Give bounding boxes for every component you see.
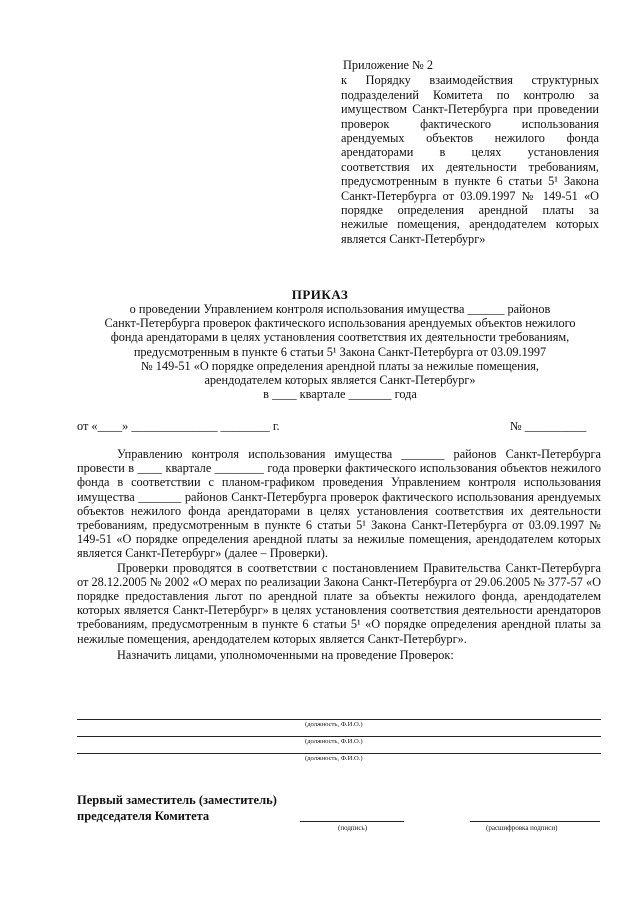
order-number: № __________ <box>510 419 587 433</box>
order-date: от «____» ______________ ________ г. <box>77 419 280 433</box>
person-caption: (должность, Ф.И.О.) <box>305 738 363 745</box>
order-body <box>77 447 601 662</box>
person-line <box>77 753 601 754</box>
subject-line: Санкт-Петербурга проверок фактического использования арендуемых объектов нежилого <box>104 316 576 331</box>
person-row <box>77 751 601 768</box>
order-subject <box>72 302 608 401</box>
appendix-block <box>341 58 599 246</box>
person-line <box>77 719 601 720</box>
subject-line: предусмотренным в пункте 6 статьи 5¹ Закона Санкт-Петербурга от 03.09.1997 <box>133 344 547 359</box>
body-paragraph: Управлению контроля использования имущества _______ районов Санкт-Петербурга провести в ____ квартале ________ года проверки фактического использования объектов нежилого фонда в соответствии с планом-графиком проведения Управлением контроля использования имущества _______ районов Санкт-Петербурга проверок фактического использования арендуемых объектов нежилого фонда арендаторами в целях установления соответствия их деятельности требованиям, предусмотренным в пункте 6 статьи 5¹ Закона Санкт-Петербурга от 03.09.1997 № 149-51 «О порядке определения арендной платы за нежилые помещения, арендодателем которых является Санкт-Петербург» (далее – Проверки). <box>77 447 601 561</box>
decoding-caption: (расшифровка подписи) <box>486 824 558 832</box>
subject-line: фонда арендаторами в целях установления соответствия их деятельности требованиям, <box>110 330 570 345</box>
person-line <box>77 736 601 737</box>
subject-line: № 149-51 «О порядке определения арендной платы за нежилые помещения, <box>140 358 540 373</box>
appendix-title: Приложение № 2 <box>343 58 434 72</box>
signature-line <box>300 821 404 822</box>
subject-line: арендодателем которых является Санкт-Петербург» <box>204 373 476 388</box>
signatory-line-1: Первый заместитель (заместитель) <box>77 793 277 807</box>
subject-line: о проведении Управлением контроля использования имущества ______ районов <box>129 302 551 316</box>
person-caption: (должность, Ф.И.О.) <box>305 721 363 728</box>
person-row <box>77 734 601 751</box>
signature-caption: (подпись) <box>338 824 368 832</box>
person-row <box>77 717 601 734</box>
signatory-position <box>77 792 277 824</box>
appendix-body: к Порядку взаимодействия структурных подразделений Комитета по контролю за имуществом Санкт-Петербурга при проведении проверок фактического использования арендуемых объектов нежилого фонда арендаторами в целях установления соответствия их деятельности требованиям, предусмотренным в пункте 6 статьи 5¹ Закона Санкт-Петербурга от 03.09.1997 № 149-51 «О порядке определения арендной платы за нежилые помещения, арендодателем которых является Санкт-Петербург» <box>341 73 599 246</box>
person-caption: (должность, Ф.И.О.) <box>305 755 363 762</box>
body-paragraph: Проверки проводятся в соответствии с постановлением Правительства Санкт-Петербурга от 28.12.2005 № 2002 «О мерах по реализации Закона Санкт-Петербурга от 29.06.2005 № 377-57 «О порядке предоставления льгот по арендной плате за объекты нежилого фонда, арендодателем которых является Санкт-Петербург» в целях установления соответствия деятельности арендаторов требованиям, предусмотренным в пункте 6 статьи 5¹ «О порядке определения арендной платы за нежилые помещения, арендодателем которых является Санкт-Петербург». <box>77 560 601 646</box>
authorized-persons <box>77 717 601 768</box>
order-title: ПРИКАЗ <box>291 287 349 302</box>
decoding-line <box>470 821 600 822</box>
subject-line: в ____ квартале _______ года <box>263 387 417 402</box>
body-paragraph: Назначить лицами, уполномоченными на проведение Проверок: <box>117 647 454 662</box>
signatory-line-2: председателя Комитета <box>77 809 210 823</box>
